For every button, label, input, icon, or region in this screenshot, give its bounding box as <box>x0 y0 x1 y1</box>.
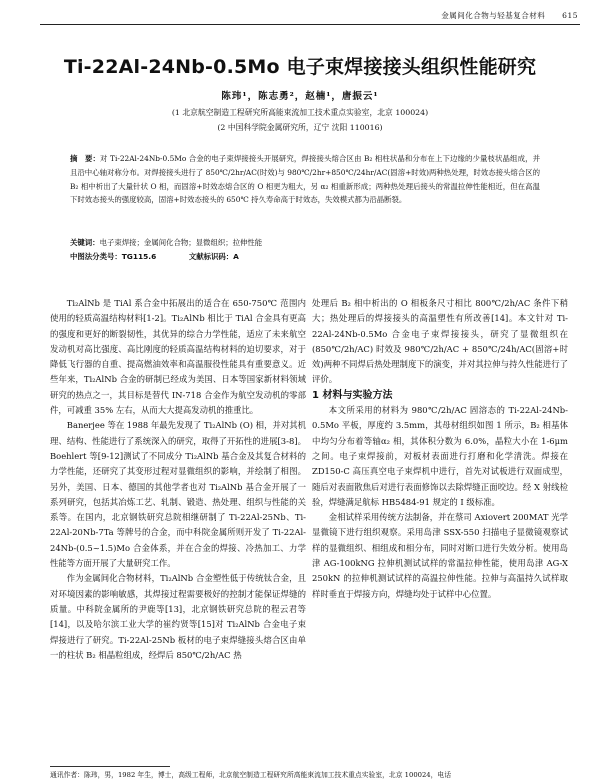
paper-title: Ti-22Al-24Nb-0.5Mo 电子束焊接接头组织性能研究 <box>63 56 537 78</box>
methods-paragraph: 金相试样采用传统方法制备，并在蔡司 Axiovert 200MAT 光学显微镜下进行组织观察。采用岛津 SSX-550 扫描电子显微镜观察试样的显微组织、相组成和相分布，同时对断口进行失效分析。使用岛津 AG-100kNG 拉伸机测试试样的常温拉伸性能，使用岛津 AG-X 250kN 的拉伸机测试试样的高温拉伸性能。拉伸与高温持久试样取样时垂直于焊接方向，焊缝均处于试样中心位置。 <box>312 512 568 599</box>
intro-paragraph: Banerjee 等在 1988 年最先发现了 Ti₂AlNb (O) 相，并对其机理、结构、性能进行了系统深入的研究，取得了开拓性的进展[3-8]。Boehlert 等[9-12]测试了不同成分 Ti₂AlNb 基合金及其复合材料的力学性能，还研究了其变形过程对显微组织的影响，并绘制了相图。另外，美国、日本、德国的其他学者也对 Ti₂AlNb 基合金开展了一系列研究，包括其冶炼工艺、轧制、锻造、热处理、组织与性能的关系等。在国内，北京钢铁研究总院相继研制了 Ti-22Al-25Nb、Ti-22Al-20Nb-7Ta 等牌号的合金，而中科院金属所则开发了 Ti-22Al-24Nb-(0.5~1.5)Mo 合金体系，并在合金的焊接、冷热加工、力学性能等方面开展了大量研究工作。 <box>50 420 306 569</box>
section-heading: 1 材料与实验方法 <box>312 389 393 401</box>
clc-number: 中图法分类号：TG115.6 <box>70 252 157 261</box>
document-code: 文献标识码：A <box>188 252 239 261</box>
footnote-rule <box>50 766 170 767</box>
journal-name: 金属间化合物与轻基复合材料 <box>441 11 546 20</box>
intro-paragraph: 作为金属间化合物材料，Ti₂AlNb 合金塑性低于传统钛合金，且对环境因素的影响敏感，其焊接过程需要极好的控制才能保证焊缝的质量。中科院金属所的尹鹿等[13]，北京钢铁研究总院的程云君等[14]，以及哈尔滨工业大学的崔约贤等[15]对 Ti₂AlNb 合金电子束焊接进行了研究。Ti-22Al-25Nb 板材的电子束焊缝接头熔合区由单一的柱状 B₂ 相晶粒组成，经焊后 850℃/2h/AC 热 <box>50 573 306 660</box>
classification <box>70 251 540 262</box>
methods-paragraph: 本文所采用的材料为 980℃/2h/AC 固溶态的 Ti-22Al-24Nb-0.5Mo 平板，厚度约 3.5mm，其母材组织如图 1 所示，B₂ 相基体中均匀分布着等轴α₂ 相，其体积分数为 6.0%，晶粒大小在 1-6μm 之间。电子束焊接前，对板材表面进行打磨和化学清洗。焊接在 ZD150-C 高压真空电子束焊机中进行，首先对试板进行双面成型，随后对表面散焦后对进行表面修饰以去除焊缝正面咬边。经 X 射线检验，焊缝满足航标 HB5484-91 规定的 I 级标准。 <box>312 405 568 507</box>
author-list: 陈玮¹，陈志勇²，赵楠¹，唐振云¹ <box>221 91 379 102</box>
right-column <box>312 296 568 602</box>
abstract-text: 对 Ti-22Al-24Nb-0.5Mo 合金的电子束焊接接头开展研究，焊接接头熔合区由 B₂ 相柱状晶和分布在上下边缘的少量枝状晶组成，并且沿中心轴对称分布。对焊接接头进行了 850℃/2hr/AC(时效)与 980℃/2hr+850℃/24hr/AC(固溶+时效)两种热处理，时效态接头熔合区的 B₂ 相中析出了大量针状 O 相，而固溶+时效态熔合区的 O 相更为粗大，另 α₂ 相重新形成；两种热处理后接头的常温拉伸性能相近，但在高温下时效态接头的强度较高，固溶+时效态接头的 650℃ 持久寿命高于时效态，失效模式都为沿晶断裂。 <box>70 154 540 205</box>
intro-continuation: 处理后 B₂ 相中析出的 O 相板条尺寸相比 800℃/2h/AC 条件下稍大；热处理后的焊接接头的高温塑性有所改善[14]。本文针对 Ti-22Al-24Nb-0.5Mo 合金电子束焊接接头，研究了显微组织在 (850℃/2h/AC) 时效及 980℃/2h/AC + 850℃/24h/AC(固溶+时效)两种不同焊后热处理制度下的演变，并对其拉伸与持久性能进行了评价。 <box>312 298 568 385</box>
keywords-label: 关键词： <box>70 238 100 247</box>
abstract <box>70 152 540 207</box>
footnote: 通讯作者：陈玮，男，1982 年生，博士，高级工程师，北京航空制造工程研究所高能束流加工技术重点实验室，北京 100024，电话 <box>50 771 452 779</box>
keywords-text: 电子束焊接；金属间化合物；显微组织；拉伸性能 <box>99 238 263 247</box>
affiliation-1: (1 北京航空制造工程研究所高能束流加工技术重点实验室，北京 100024) <box>171 108 429 117</box>
left-column <box>50 296 306 663</box>
abstract-label: 摘 要： <box>70 154 101 163</box>
running-head <box>0 10 578 21</box>
intro-paragraph: Ti₂AlNb 是 TiAl 系合金中拓展出的适合在 650-750℃ 范围内使用的轻质高温结构材料[1-2]。Ti₂AlNb 相比于 TiAl 合金具有更高的强度和更好的断裂韧性，其优异的综合力学性能，适应了未来航空发动机对高比强度、高比刚度的轻质高温结构材料的迫切要求，对于降低飞行器的自重、提高燃油效率和高温服役性能具有重要意义。近些年来，Ti₂AlNb 合金的研制已经成为美国、日本等国家新材料领域研究的热点之一，其目标是替代 IN-718 合金作为航空发动机的零部件，可减重 35% 左右，从而大大提高发动机的推重比。 <box>50 298 306 416</box>
page-number: 615 <box>562 11 578 20</box>
header-rule <box>40 24 580 25</box>
affiliation-2: (2 中国科学院金属研究所，辽宁 沈阳 110016) <box>217 123 383 132</box>
keywords <box>70 237 540 248</box>
